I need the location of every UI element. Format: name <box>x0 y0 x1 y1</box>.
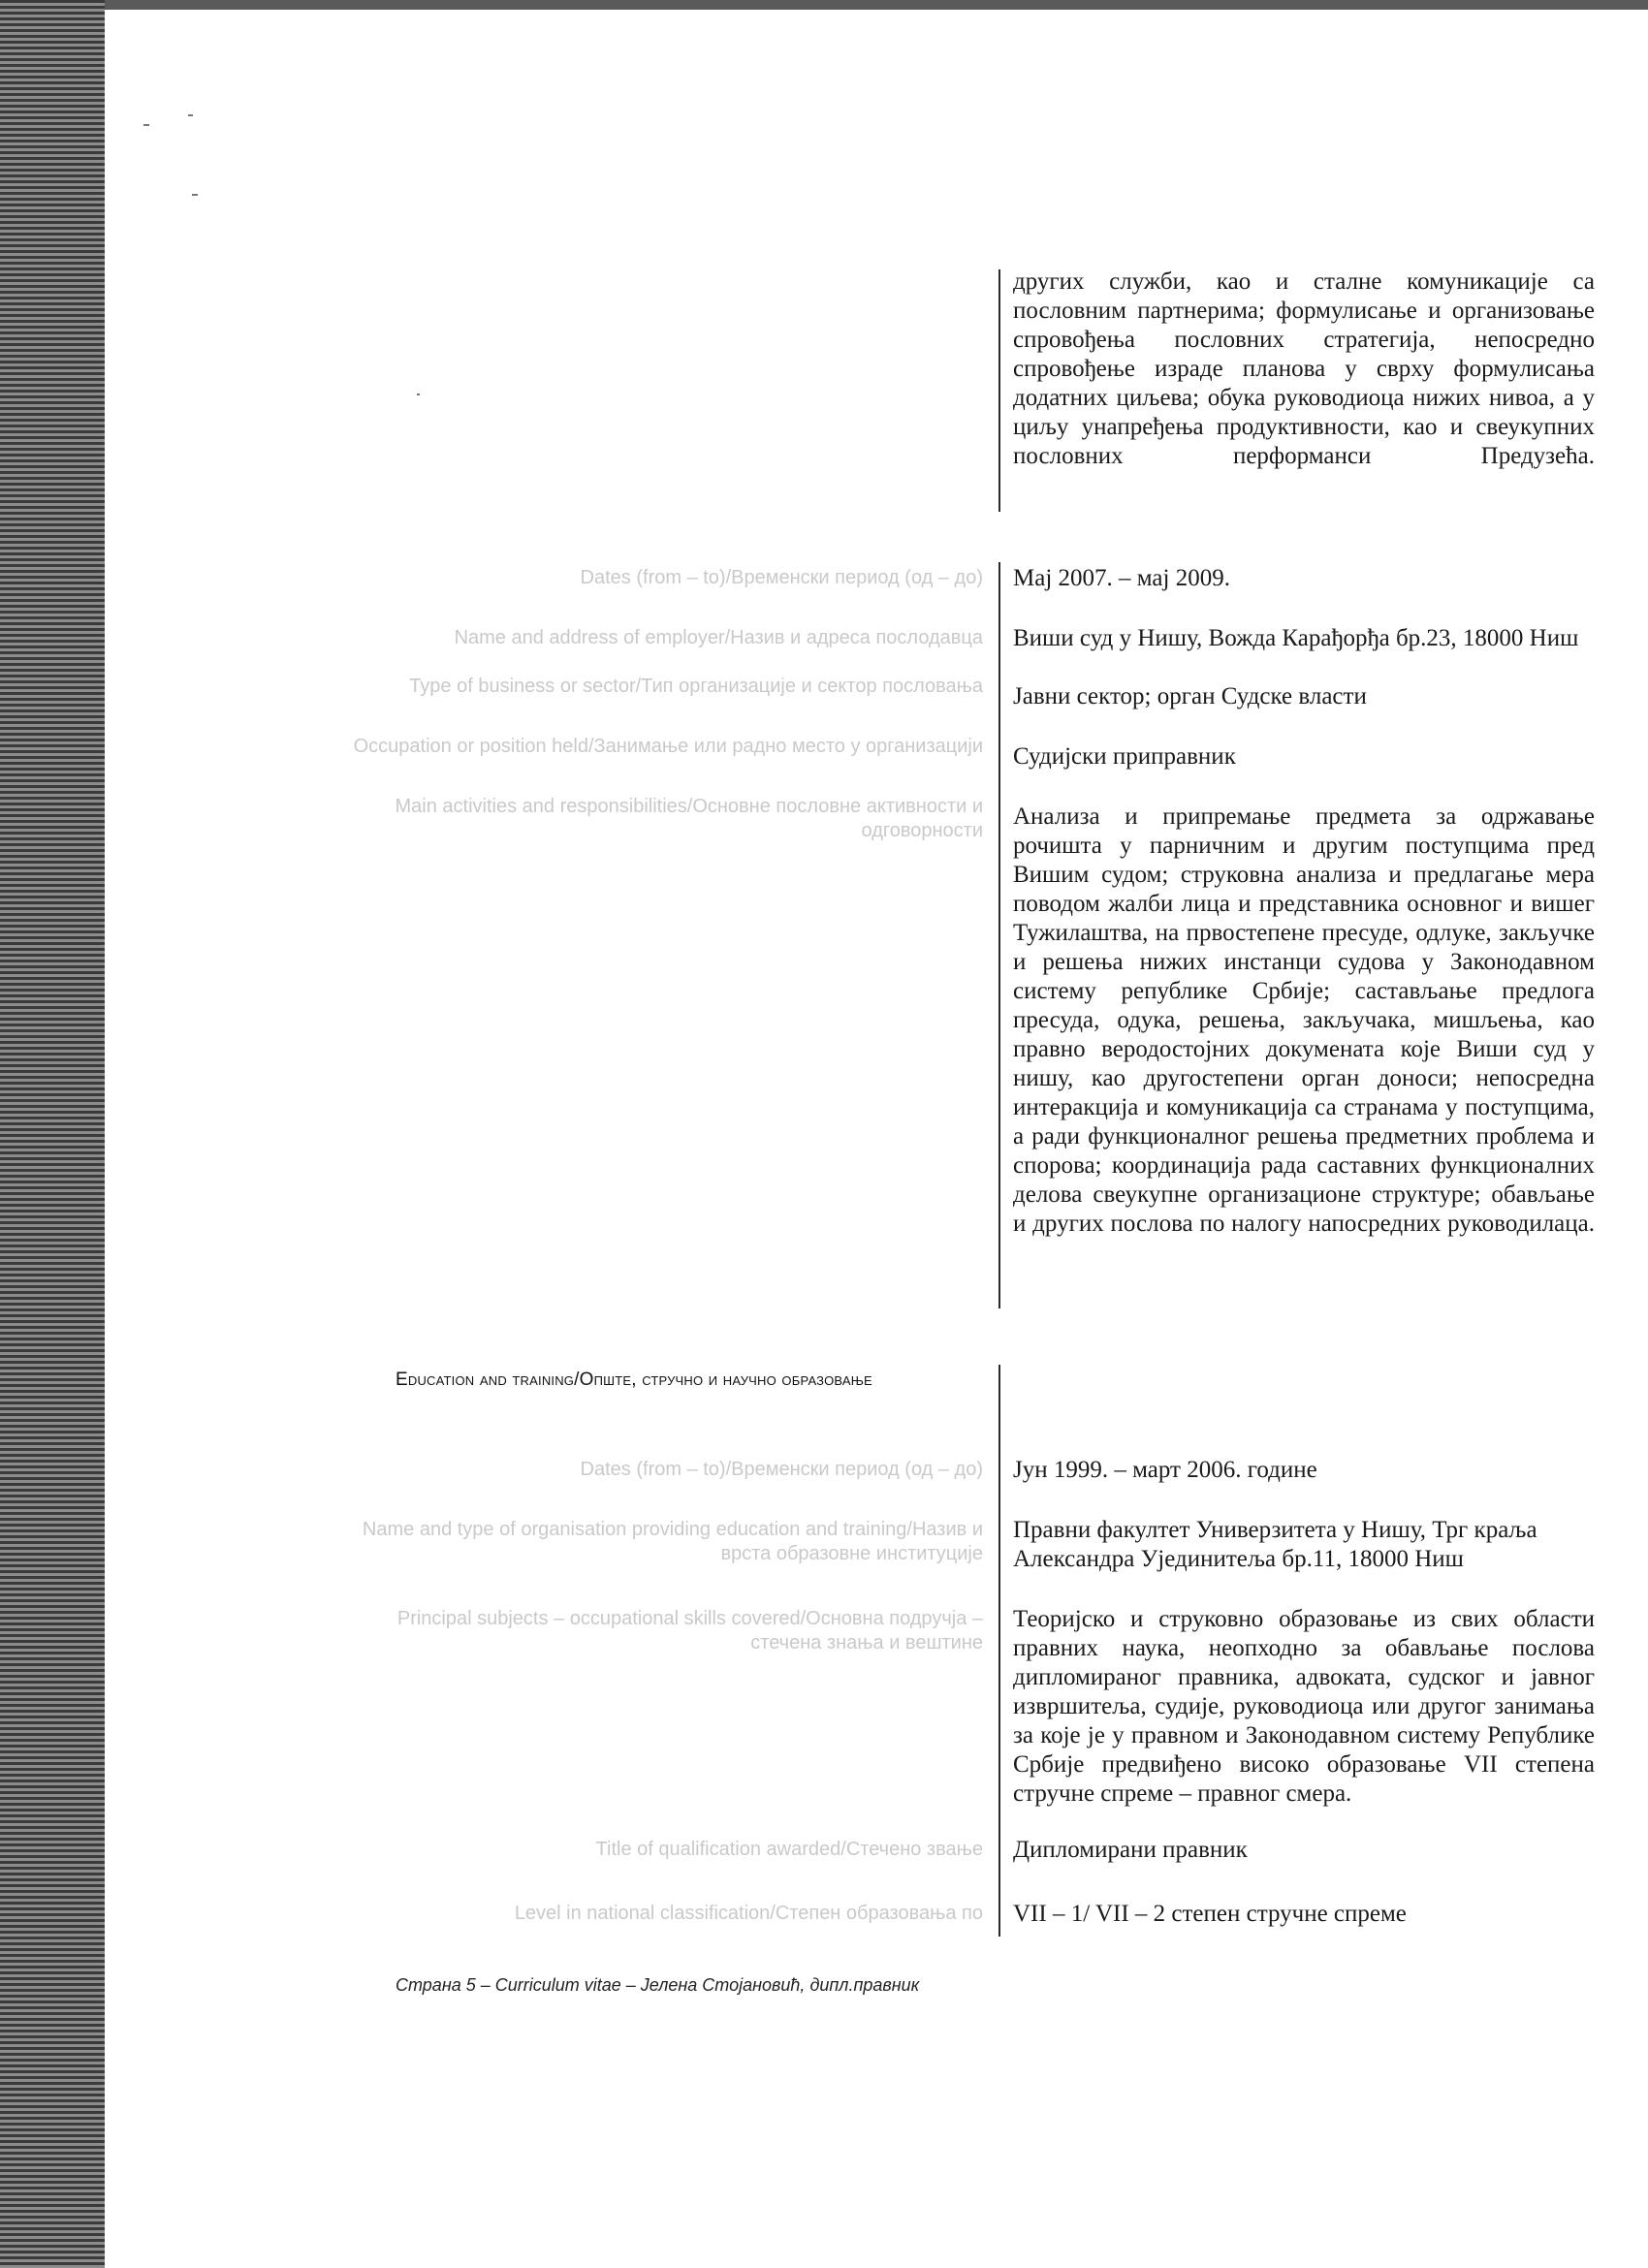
employer-value: Виши суд у Нишу, Вожда Карађорђа бр.23, 18000 Ниш <box>1013 625 1579 651</box>
business-value: Јавни сектор; орган Судске власти <box>1013 683 1367 709</box>
level-value: VII – 1/ VII – 2 степен стручне спреме <box>1013 1901 1407 1927</box>
column-divider <box>998 562 1000 1308</box>
business-label: Type of business or sector/Тип организације и сектор пословања <box>409 676 983 697</box>
scan-border <box>0 0 105 2268</box>
scan-top-edge <box>105 0 1648 10</box>
qualification-label: Title of qualification awarded/Стечено звање <box>595 1839 983 1860</box>
continuation-text: других служби, као и сталне комуникације са пословним партнерима; формулисање и организовање спровођења пословних стратегија, непосредно спровођење израде планова у сврху формулисања додатних циљева; обука руководиоца нижих нивоа, а у циљу унапређења продуктивности, као и свеукупних пословних перформанси Предузећа. <box>1013 268 1595 469</box>
activities-value: Анализа и припремање предмета за одржавање рочишта у парничним и другим поступцима пред Вишим судом; струковна анализа и предлагање мера поводом жалби лица и представника основног и вишег Тужилаштва, на првостепене пресуде, одлуке, закључке и решења нижих инстанци судова у Законодавном систему републике Србије; састављање предлога пресуда, одука, решења, закључака, мишљења, као правно веродостојних докумената које Виши суд у нишу, као другостепени орган доноси; непосредна интеракција и комуникација са странама у поступцима, а ради функционалног решења предметних проблема и спорова; координација рада саставних функционалних делова свеукупне организационе структуре; обављање и других послова по налогу напосредних руководилаца. <box>1013 803 1595 1237</box>
institution-label: Name and type of organisation providing education and training/Назив и врста образовне институције <box>362 1519 983 1564</box>
occupation-value: Судијски приправник <box>1013 743 1236 770</box>
subjects-label: Principal subjects – occupational skills covered/Основна подручја – стечена знања и вештине <box>396 1608 983 1654</box>
edu-dates-label: Dates (from – to)/Временски период (од – до) <box>580 1459 983 1480</box>
document-page <box>105 10 1648 2268</box>
occupation-label: Occupation or position held/Занимање или радно место у организацији <box>353 736 983 757</box>
column-divider <box>998 269 1000 512</box>
column-divider <box>998 1365 1000 1937</box>
page-footer: Страна 5 – Curriculum vitae – Јелена Стојановић, дипл.правник <box>396 1975 920 1995</box>
employer-label: Name and address of employer/Назив и адреса послодавца <box>454 627 983 648</box>
scan-speck <box>192 194 198 196</box>
scan-speck <box>417 394 420 395</box>
scan-speck <box>188 114 193 116</box>
education-heading: Education and training/Опште, стручно и научно образовање <box>396 1370 872 1390</box>
activities-label: Main activities and responsibilities/Основне пословне активности и одговорности <box>395 796 983 841</box>
institution-value: Правни факултет Универзитета у Нишу, Трг краља Александра Ујединитеља бр.11, 18000 Ниш <box>1013 1517 1537 1572</box>
scan-speck <box>143 124 149 126</box>
level-label: Level in national classification/Степен образовања по <box>514 1903 983 1924</box>
subjects-value: Теоријско и струковно образовање из свих области правних наука, неопходно за обављање послова дипломираног правника, адвоката, судског и јавног извршитеља, судије, руководиоца или другог занимања за које је у правном и Законодавном систему Републике Србије предвиђено високо образовање VII степена стручне спреме – правног смера. <box>1013 1606 1595 1807</box>
work-dates-label: Dates (from – to)/Временски период (од – до) <box>580 567 983 588</box>
qualification-value: Дипломирани правник <box>1013 1837 1248 1863</box>
work-dates-value: Мај 2007. – мај 2009. <box>1013 565 1230 591</box>
edu-dates-value: Јун 1999. – март 2006. године <box>1013 1457 1317 1483</box>
